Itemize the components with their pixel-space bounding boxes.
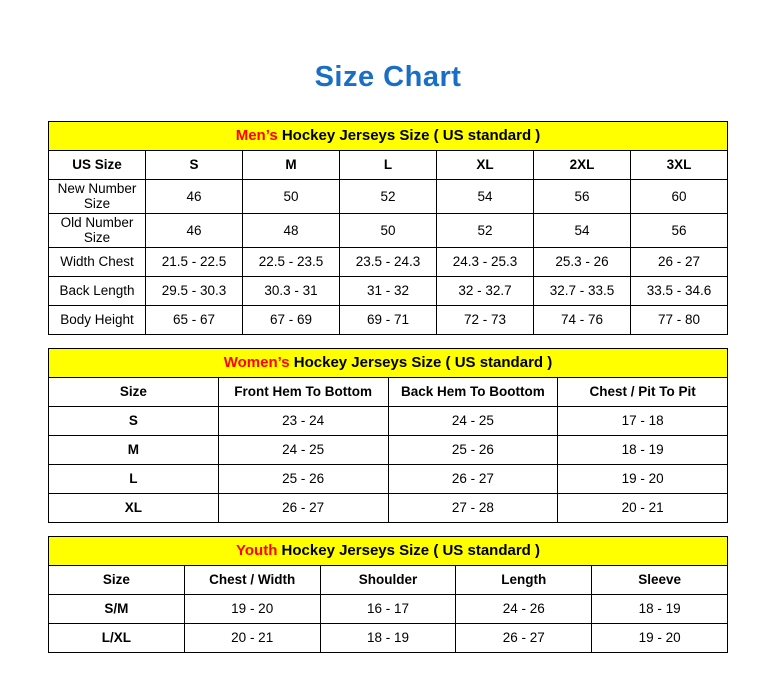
- womens-row-2-val-1: 26 - 27: [388, 464, 558, 493]
- mens-row-2-val-3: 24.3 - 25.3: [437, 247, 534, 276]
- mens-row-0-val-2: 52: [340, 179, 437, 213]
- mens-column-header-row: [49, 150, 728, 179]
- mens-size-table: [48, 121, 728, 335]
- womens-row-3-val-0: 26 - 27: [218, 493, 388, 522]
- mens-section-heading: [49, 121, 728, 150]
- mens-row-0-label: New Number Size: [49, 179, 146, 213]
- table-row: [49, 305, 728, 334]
- mens-row-0-val-0: 46: [146, 179, 243, 213]
- mens-col-2: M: [243, 150, 340, 179]
- mens-row-2-val-4: 25.3 - 26: [534, 247, 631, 276]
- youth-col-4: Sleeve: [592, 565, 728, 594]
- womens-section-heading-row: [49, 348, 728, 377]
- youth-row-1-label: L/XL: [49, 623, 185, 652]
- table-row: [49, 406, 728, 435]
- youth-col-3: Length: [456, 565, 592, 594]
- mens-row-3-label: Back Length: [49, 276, 146, 305]
- womens-row-1-val-2: 18 - 19: [558, 435, 728, 464]
- mens-section-heading-row: [49, 121, 728, 150]
- mens-col-4: XL: [437, 150, 534, 179]
- womens-row-0-label: S: [49, 406, 219, 435]
- youth-col-0: Size: [49, 565, 185, 594]
- youth-row-1-val-0: 20 - 21: [184, 623, 320, 652]
- mens-row-4-val-2: 69 - 71: [340, 305, 437, 334]
- mens-row-0-val-1: 50: [243, 179, 340, 213]
- womens-row-2-val-2: 19 - 20: [558, 464, 728, 493]
- womens-heading-accent: Women’s: [223, 354, 290, 372]
- youth-section-heading-row: [49, 536, 728, 565]
- mens-row-1-val-2: 50: [340, 213, 437, 247]
- mens-row-1-val-0: 46: [146, 213, 243, 247]
- youth-row-1-val-3: 19 - 20: [592, 623, 728, 652]
- youth-row-1-val-2: 26 - 27: [456, 623, 592, 652]
- womens-row-3-label: XL: [49, 493, 219, 522]
- table-row: [49, 493, 728, 522]
- table-row: [49, 213, 728, 247]
- womens-row-3-val-2: 20 - 21: [558, 493, 728, 522]
- womens-row-0-val-1: 24 - 25: [388, 406, 558, 435]
- womens-section-heading: [49, 348, 728, 377]
- mens-row-3-val-0: 29.5 - 30.3: [146, 276, 243, 305]
- womens-row-2-label: L: [49, 464, 219, 493]
- youth-heading-rest: Hockey Jerseys Size ( US standard ): [277, 542, 540, 560]
- womens-row-0-val-0: 23 - 24: [218, 406, 388, 435]
- table-row: [49, 623, 728, 652]
- mens-row-2-val-0: 21.5 - 22.5: [146, 247, 243, 276]
- womens-row-2-val-0: 25 - 26: [218, 464, 388, 493]
- womens-col-0: Size: [49, 377, 219, 406]
- table-row: [49, 435, 728, 464]
- table-row: [49, 594, 728, 623]
- youth-col-1: Chest / Width: [184, 565, 320, 594]
- mens-row-3-val-4: 32.7 - 33.5: [534, 276, 631, 305]
- mens-heading-accent: Men’s: [235, 127, 278, 145]
- mens-row-2-val-5: 26 - 27: [631, 247, 728, 276]
- size-chart-container: [48, 121, 728, 653]
- mens-row-1-val-3: 52: [437, 213, 534, 247]
- mens-row-4-val-3: 72 - 73: [437, 305, 534, 334]
- youth-row-0-val-3: 18 - 19: [592, 594, 728, 623]
- table-row: [49, 276, 728, 305]
- mens-row-0-val-5: 60: [631, 179, 728, 213]
- youth-row-0-val-0: 19 - 20: [184, 594, 320, 623]
- mens-row-1-val-1: 48: [243, 213, 340, 247]
- mens-row-0-val-4: 56: [534, 179, 631, 213]
- mens-col-5: 2XL: [534, 150, 631, 179]
- mens-row-4-val-0: 65 - 67: [146, 305, 243, 334]
- mens-col-1: S: [146, 150, 243, 179]
- mens-row-1-label: Old Number Size: [49, 213, 146, 247]
- mens-row-3-val-5: 33.5 - 34.6: [631, 276, 728, 305]
- table-row: [49, 247, 728, 276]
- mens-row-2-val-2: 23.5 - 24.3: [340, 247, 437, 276]
- page-title: Size Chart: [314, 61, 462, 93]
- mens-row-3-val-2: 31 - 32: [340, 276, 437, 305]
- table-row: [49, 464, 728, 493]
- mens-row-1-val-5: 56: [631, 213, 728, 247]
- youth-col-2: Shoulder: [320, 565, 456, 594]
- youth-section-heading: [49, 536, 728, 565]
- mens-row-4-val-5: 77 - 80: [631, 305, 728, 334]
- mens-row-2-val-1: 22.5 - 23.5: [243, 247, 340, 276]
- womens-size-table: [48, 348, 728, 523]
- mens-col-3: L: [340, 150, 437, 179]
- womens-col-2: Back Hem To Boottom: [388, 377, 558, 406]
- mens-row-3-val-1: 30.3 - 31: [243, 276, 340, 305]
- womens-row-3-val-1: 27 - 28: [388, 493, 558, 522]
- womens-heading-rest: Hockey Jerseys Size ( US standard ): [289, 354, 553, 372]
- table-row: [49, 179, 728, 213]
- mens-row-3-val-3: 32 - 32.7: [437, 276, 534, 305]
- youth-row-0-label: S/M: [49, 594, 185, 623]
- mens-row-4-label: Body Height: [49, 305, 146, 334]
- youth-heading-accent: Youth: [236, 542, 278, 560]
- mens-row-4-val-1: 67 - 69: [243, 305, 340, 334]
- mens-row-1-val-4: 54: [534, 213, 631, 247]
- youth-size-table: [48, 536, 728, 653]
- youth-row-0-val-1: 16 - 17: [320, 594, 456, 623]
- womens-row-1-label: M: [49, 435, 219, 464]
- womens-row-1-val-0: 24 - 25: [218, 435, 388, 464]
- womens-col-1: Front Hem To Bottom: [218, 377, 388, 406]
- youth-row-0-val-2: 24 - 26: [456, 594, 592, 623]
- youth-row-1-val-1: 18 - 19: [320, 623, 456, 652]
- mens-heading-rest: Hockey Jerseys Size ( US standard ): [277, 127, 541, 145]
- womens-row-0-val-2: 17 - 18: [558, 406, 728, 435]
- womens-col-3: Chest / Pit To Pit: [558, 377, 728, 406]
- mens-row-4-val-4: 74 - 76: [534, 305, 631, 334]
- mens-col-0: US Size: [49, 150, 146, 179]
- mens-row-2-label: Width Chest: [49, 247, 146, 276]
- mens-row-0-val-3: 54: [437, 179, 534, 213]
- mens-col-6: 3XL: [631, 150, 728, 179]
- womens-column-header-row: [49, 377, 728, 406]
- youth-column-header-row: [49, 565, 728, 594]
- womens-row-1-val-1: 25 - 26: [388, 435, 558, 464]
